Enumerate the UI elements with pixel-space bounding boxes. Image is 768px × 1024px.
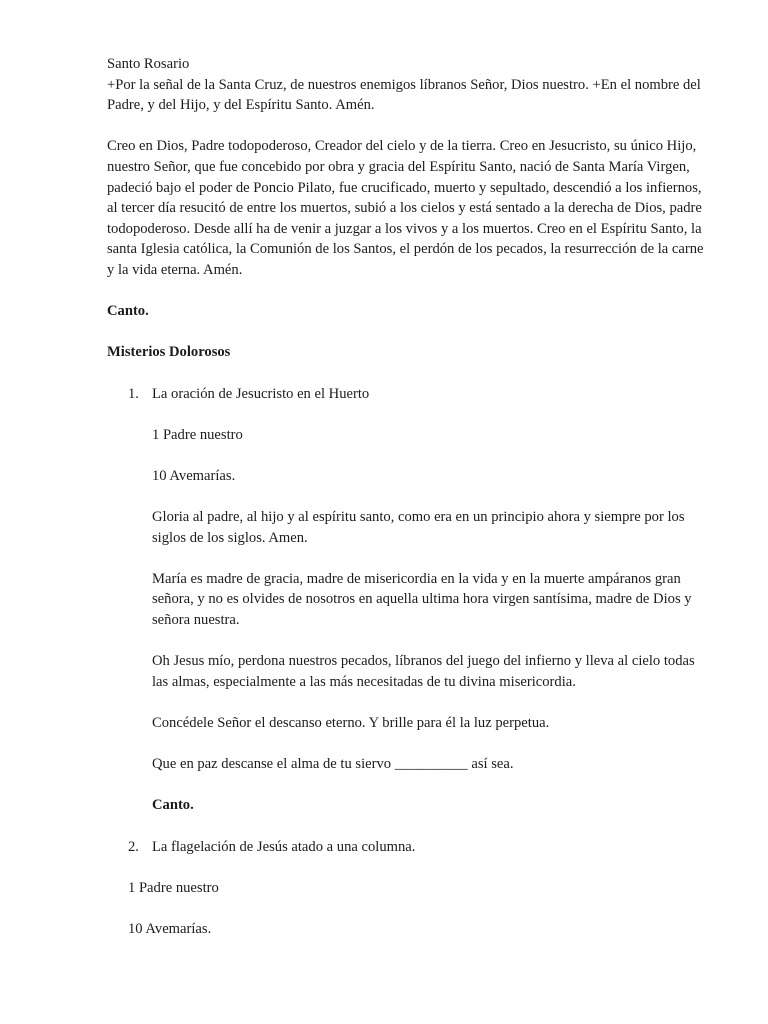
canto-heading: Canto. [107, 303, 149, 320]
document-body [107, 54, 713, 940]
mystery-item-2 [107, 837, 713, 858]
concedele-paragraph: Concédele Señor el descanso eterno. Y brille para él la luz perpetua. [152, 715, 550, 731]
creed-paragraph: Creo en Dios, Padre todopoderoso, Creador del cielo y de la tierra. Creo en Jesucristo, su único Hijo, nuestro Señor, que fue concebido por obra y gracia del Espíritu Santo, nació de Santa María Virgen, padeció bajo el poder de Poncio Pilato, fue crucificado, muerto y sepultado, descendió a los infiernos, al tercer día resucitó de entre los muertos, subió a los cielos y está sentado a la derecha de Dios, padre todopoderoso. Desde allí ha de venir a juzgar a los vivos y a los muertos. Creo en el Espíritu Santo, la santa Iglesia católica, la Comunión de los Santos, el perdón de los pecados, la resurrección de la carne y la vida eterna. Amén. [107, 138, 704, 278]
oh-jesus-paragraph: Oh Jesus mío, perdona nuestros pecados, líbranos del juego del infierno y lleva al cielo todas las almas, especialmente a las más necesitadas de tu divina misericordia. [152, 653, 695, 690]
list-number: 2. [128, 838, 139, 855]
mystery-item-1 [107, 384, 713, 405]
gloria-paragraph: Gloria al padre, al hijo y al espíritu santo, como era en un principio ahora y siempre por los siglos de los siglos. Amen. [152, 509, 685, 546]
avemarias-line: 10 Avemarías. [128, 920, 212, 937]
maria-paragraph: María es madre de gracia, madre de misericordia en la vida y en la muerte ampáranos gran señora, y no es olvides de nosotros en aquella ultima hora virgen santísima, madre de Dios y señora nuestra. [152, 570, 692, 629]
padre-nuestro-line: 1 Padre nuestro [128, 879, 219, 896]
avemarias-line: 10 Avemarías. [152, 467, 236, 484]
padre-nuestro-line: 1 Padre nuestro [152, 426, 243, 443]
que-en-paz-paragraph: Que en paz descanse el alma de tu siervo __________ así sea. [152, 756, 514, 773]
mysteries-heading: Misterios Dolorosos [107, 344, 231, 361]
intro-paragraph: +Por la señal de la Santa Cruz, de nuestros enemigos líbranos Señor, Dios nuestro. +En el nombre del Padre, y del Hijo, y del Espíritu Santo. Amén. [107, 76, 701, 114]
mystery-title: La flagelación de Jesús atado a una columna. [152, 838, 416, 855]
mystery-title: La oración de Jesucristo en el Huerto [152, 385, 370, 402]
document-title: Santo Rosario [107, 56, 190, 72]
list-number: 1. [128, 385, 139, 402]
canto-heading-inner: Canto. [152, 797, 194, 814]
